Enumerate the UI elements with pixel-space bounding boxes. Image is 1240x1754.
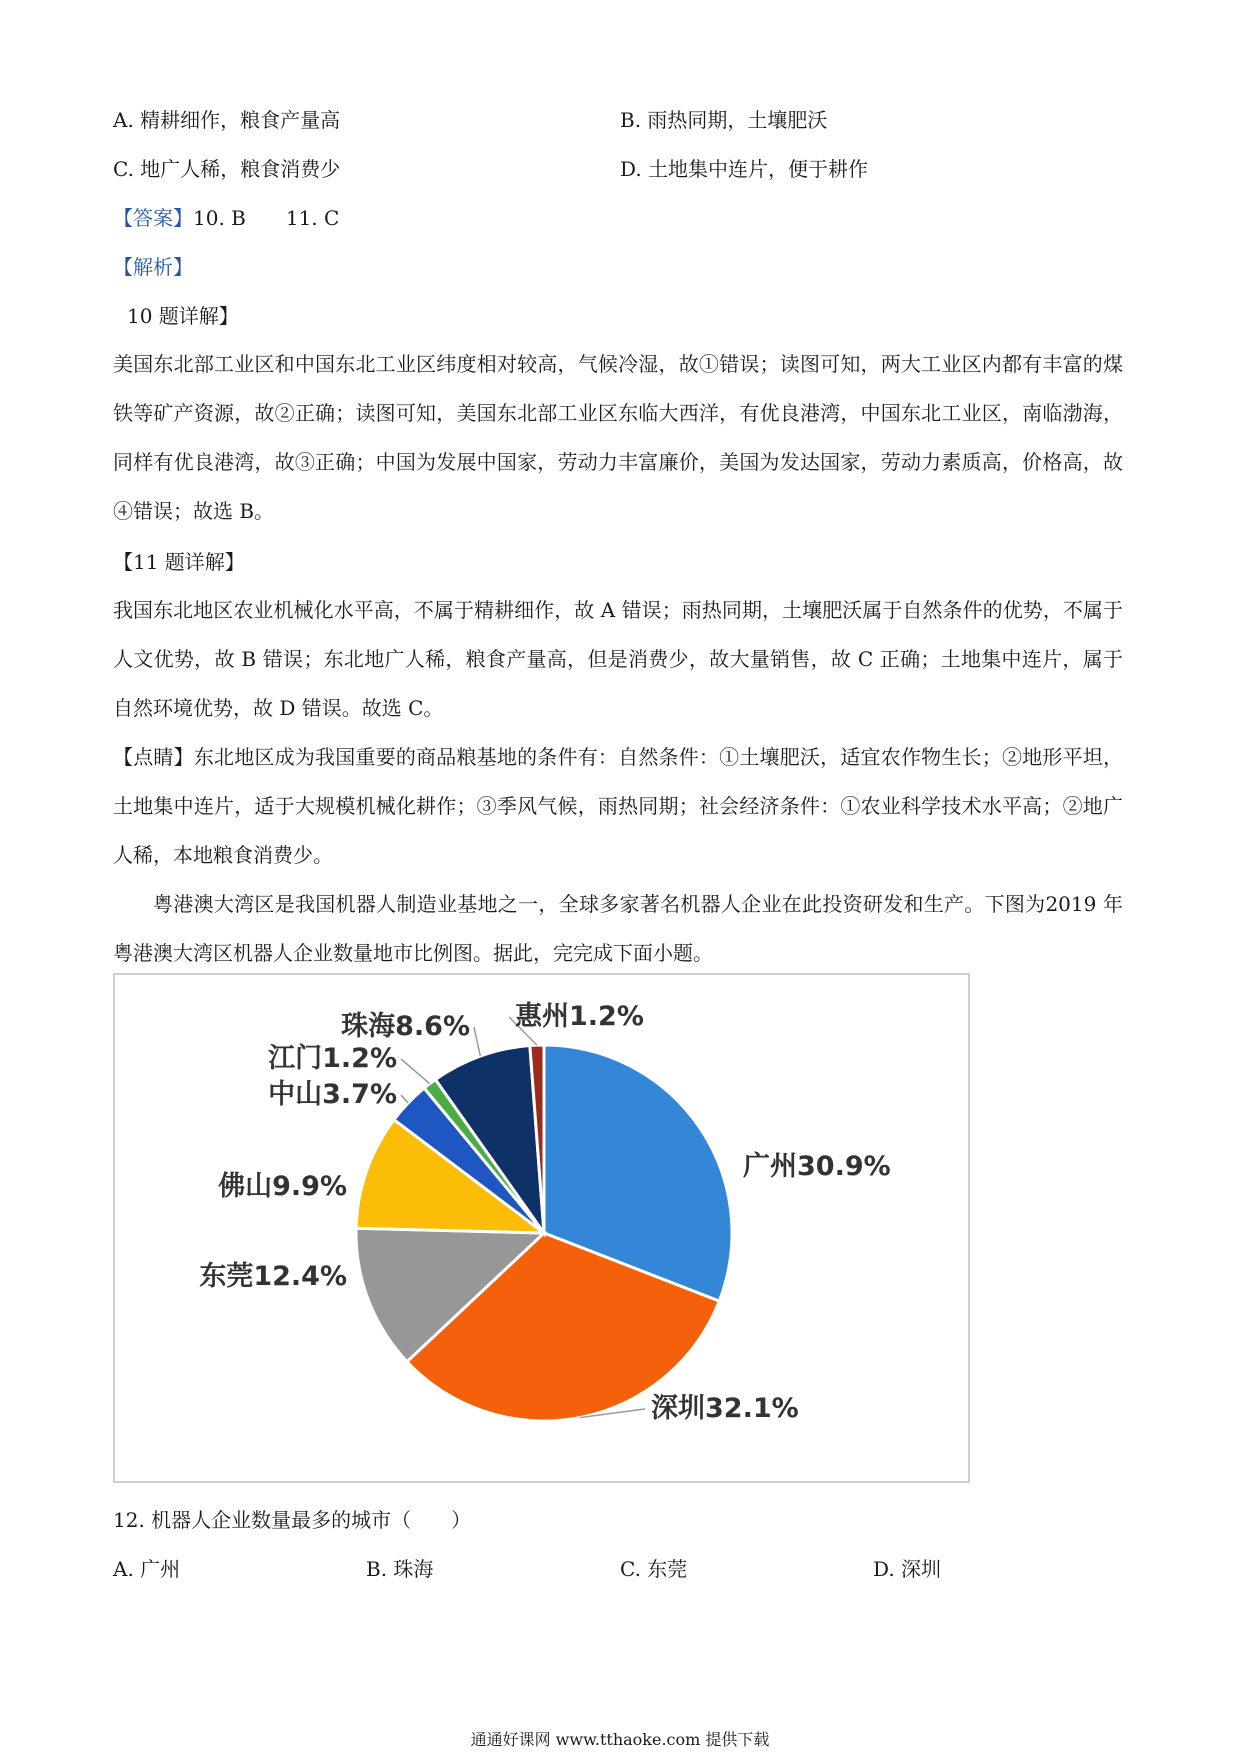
leader-line: [401, 1095, 408, 1103]
q12-option-c: C. 东莞: [620, 1557, 688, 1581]
leader-line: [474, 1027, 480, 1056]
q12-option-a: A. 广州: [113, 1557, 181, 1581]
q11-heading: 【11 题详解】: [113, 550, 245, 574]
q11-explanation: 我国东北地区农业机械化水平高，不属于精耕细作，故 A 错误；雨热同期，土壤肥沃属于自然条件的优势，不属于人文优势，故 B 错误；东北地广人稀，粮食产量高，但是消费少，故大量销售，故 C 正确；土地集中连片，属于自然环境优势，故 D 错误。故选 C。: [113, 598, 1123, 720]
option-c: C. 地广人稀，粮食消费少: [113, 157, 341, 181]
pie-chart-frame: [113, 973, 970, 1483]
answer-text: 10. B 11. C: [193, 206, 340, 230]
q12-stem: 12. 机器人企业数量最多的城市（ ）: [113, 1508, 472, 1532]
pie-slice-label: 中山3.7%: [268, 1079, 397, 1110]
footer-credit: 通通好课网 www.tthaoke.com 提供下载: [470, 1730, 770, 1749]
leader-line: [401, 1059, 430, 1084]
tip-text: 东北地区成为我国重要的商品粮基地的条件有：自然条件：①土壤肥沃，适宜农作物生长；②地形平坦，土地集中连片，适于大规模机械化耕作；③季风气候，雨热同期；社会经济条件：①农业科学技术水平高；②地广人稀，本地粮食消费少。: [113, 745, 1124, 867]
q12-option-d: D. 深圳: [873, 1557, 942, 1581]
answer-tag: 【答案】: [113, 206, 193, 230]
q10-heading: 10 题详解】: [127, 304, 239, 328]
q10-explanation: 美国东北部工业区和中国东北工业区纬度相对较高，气候冷湿，故①错误；读图可知，两大工业区内都有丰富的煤铁等矿产资源，故②正确；读图可知，美国东北部工业区东临大西洋，有优良港湾，中国东北工业区，南临渤海，同样有优良港湾，故③正确；中国为发展中国家，劳动力丰富廉价，美国为发达国家，劳动力素质高，价格高，故④错误；故选 B。: [113, 352, 1123, 523]
option-a: A. 精耕细作，粮食产量高: [113, 108, 341, 132]
pie-slice-label: 广州30.9%: [743, 1151, 891, 1182]
pie-slice-label: 惠州1.2%: [515, 1001, 644, 1032]
option-b: B. 雨热同期，土壤肥沃: [620, 108, 828, 132]
q12-option-b: B. 珠海: [366, 1557, 434, 1581]
option-d: D. 土地集中连片，便于耕作: [620, 157, 869, 181]
intro-paragraph: 粤港澳大湾区是我国机器人制造业基地之一，全球多家著名机器人企业在此投资研发和生产。下图为2019 年粤港澳大湾区机器人企业数量地市比例图。据此，完完成下面小题。: [113, 892, 1123, 965]
tip-tag: 【点睛】: [113, 745, 194, 769]
tip-paragraph: [113, 733, 1123, 880]
pie-slice-label: 佛山9.9%: [218, 1171, 347, 1202]
pie-slice-label: 东莞12.4%: [199, 1261, 347, 1292]
pie-slice-label: 珠海8.6%: [341, 1011, 470, 1042]
analysis-tag: 【解析】: [113, 255, 193, 279]
pie-slice-label: 江门1.2%: [268, 1043, 397, 1074]
answer-line: [113, 204, 339, 232]
pie-slice-label: 深圳32.1%: [651, 1393, 799, 1424]
pie-chart: [115, 975, 968, 1481]
